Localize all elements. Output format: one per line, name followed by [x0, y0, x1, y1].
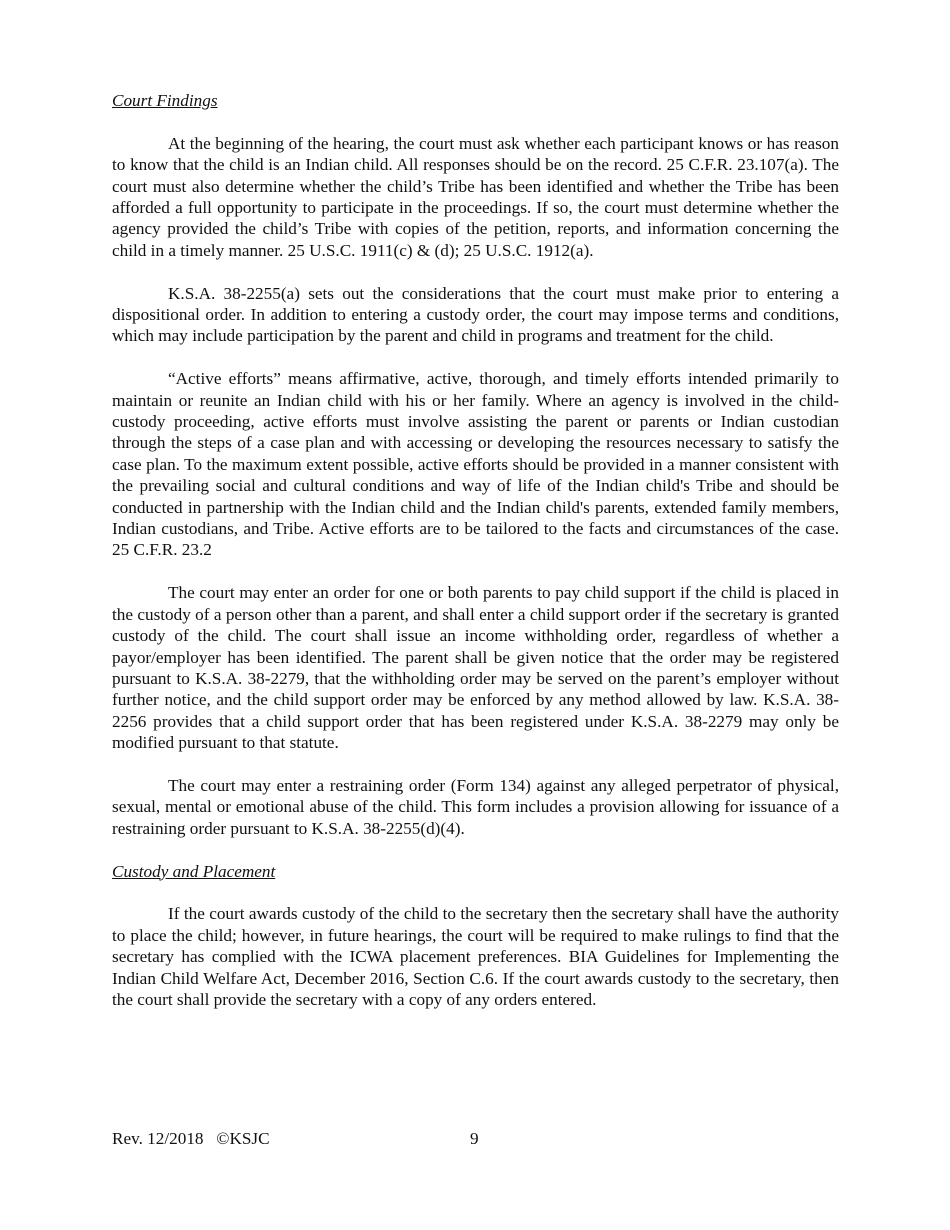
paragraph: K.S.A. 38-2255(a) sets out the considerations that the court must make prior to entering a dispositional order. In addition to entering a custody order, the court may impose terms and conditions, which may include participation by the parent and child in programs and treatment for the child.	[112, 283, 839, 346]
document-body	[112, 90, 839, 1032]
paragraph: The court may enter an order for one or both parents to pay child support if the child is placed in the custody of a person other than a parent, and shall enter a child support order if the secretary is granted custody of the child. The court shall issue an income withholding order, regardless of whether a payor/employer has been identified. The parent shall be given notice that the order may be registered pursuant to K.S.A. 38-2279, that the withholding order may be served on the parent’s employer without further notice, and the child support order may be enforced by any method allowed by law. K.S.A. 38-2256 provides that a child support order that has been registered under K.S.A. 38-2279 may only be modified pursuant to that statute.	[112, 583, 839, 753]
paragraph: At the beginning of the hearing, the court must ask whether each participant knows or has reason to know that the child is an Indian child. All responses should be on the record. 25 C.F.R. 23.107(a). The court must also determine whether the child’s Tribe has been identified and whether the Tribe has been afforded a full opportunity to participate in the proceedings. If so, the court must determine whether the agency provided the child’s Tribe with copies of the petition, reports, and information concerning the child in a timely manner. 25 U.S.C. 1911(c) & (d); 25 U.S.C. 1912(a).	[112, 133, 839, 260]
page-number: 9	[470, 1129, 479, 1148]
paragraph: “Active efforts” means affirmative, active, thorough, and timely efforts intended primarily to maintain or reunite an Indian child with his or her family. Where an agency is involved in the child-custody proceeding, active efforts must involve assisting the parent or parents or Indian custodian through the steps of a case plan and with accessing or developing the resources necessary to satisfy the case plan. To the maximum extent possible, active efforts should be provided in a manner consistent with the prevailing social and cultural conditions and way of life of the Indian child's Tribe and should be conducted in partnership with the Indian child and the Indian child's parents, extended family members, Indian custodians, and Tribe. Active efforts are to be tailored to the facts and circumstances of the case. 25 C.F.R. 23.2	[112, 369, 839, 560]
paragraph: The court may enter a restraining order (Form 134) against any alleged perpetrator of physical, sexual, mental or emotional abuse of the child. This form includes a provision allowing for issuance of a restraining order pursuant to K.S.A. 38-2255(d)(4).	[112, 775, 839, 838]
revision-label: Rev. 12/2018 ©KSJC	[112, 1129, 270, 1148]
section-heading-custody-and-placement: Custody and Placement	[112, 861, 276, 881]
section-heading-court-findings: Court Findings	[112, 91, 218, 110]
paragraph: If the court awards custody of the child to the secretary then the secretary shall have the authority to place the child; however, in future hearings, the court will be required to make rulings to find that the secretary has complied with the ICWA placement preferences. BIA Guidelines for Implementing the Indian Child Welfare Act, December 2016, Section C.6. If the court awards custody to the secretary, then the court shall provide the secretary with a copy of any orders entered.	[112, 904, 839, 1009]
